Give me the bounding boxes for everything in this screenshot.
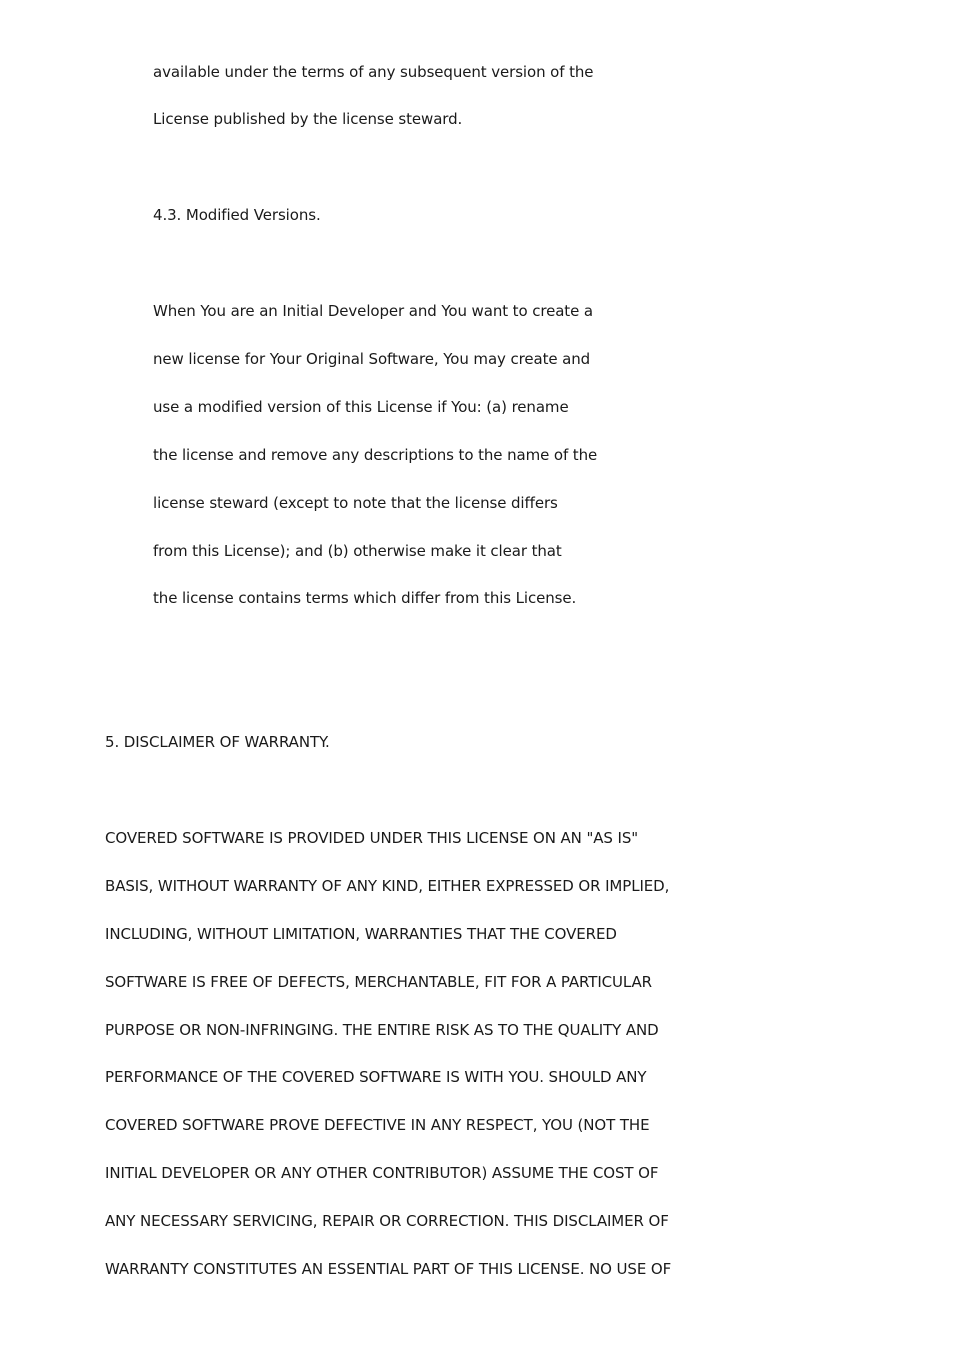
section-4-3-paragraph-line: the license contains terms which differ from this License.	[153, 589, 577, 607]
section-5-paragraph-line: PERFORMANCE OF THE COVERED SOFTWARE IS WITH YOU. SHOULD ANY	[105, 1068, 647, 1086]
section-4-3-paragraph-line: When You are an Initial Developer and You want to create a	[153, 302, 593, 320]
section-4-3-paragraph-line: use a modified version of this License if You: (a) rename	[153, 398, 569, 416]
section-5-paragraph-line: BASIS, WITHOUT WARRANTY OF ANY KIND, EITHER EXPRESSED OR IMPLIED,	[105, 877, 670, 895]
section-5-paragraph-line: INITIAL DEVELOPER OR ANY OTHER CONTRIBUTOR) ASSUME THE COST OF	[105, 1164, 659, 1182]
section-5-paragraph-line: ANY NECESSARY SERVICING, REPAIR OR CORRECTION. THIS DISCLAIMER OF	[105, 1212, 669, 1230]
section-5-paragraph-line: COVERED SOFTWARE IS PROVIDED UNDER THIS LICENSE ON AN "AS IS"	[105, 829, 639, 847]
section-5-paragraph-line: COVERED SOFTWARE PROVE DEFECTIVE IN ANY RESPECT, YOU (NOT THE	[105, 1116, 650, 1134]
section-4-3-paragraph-line: the license and remove any descriptions to the name of the	[153, 446, 598, 464]
section-5-paragraph-line: SOFTWARE IS FREE OF DEFECTS, MERCHANTABLE, FIT FOR A PARTICULAR	[105, 973, 653, 991]
section-4-3-heading: 4.3. Modified Versions.	[153, 206, 321, 224]
section-4-3-paragraph-line: license steward (except to note that the license differs	[153, 494, 558, 512]
continued-paragraph-line: available under the terms of any subsequent version of the	[153, 63, 594, 81]
continued-paragraph-line: License published by the license steward.	[153, 110, 463, 128]
section-5-paragraph-line: PURPOSE OR NON-INFRINGING. THE ENTIRE RISK AS TO THE QUALITY AND	[105, 1021, 659, 1039]
section-5-paragraph-line: INCLUDING, WITHOUT LIMITATION, WARRANTIES THAT THE COVERED	[105, 925, 617, 943]
section-5-paragraph-line: WARRANTY CONSTITUTES AN ESSENTIAL PART OF THIS LICENSE. NO USE OF	[105, 1260, 672, 1278]
section-4-3-paragraph-line: new license for Your Original Software, You may create and	[153, 350, 591, 368]
section-5-heading: 5. DISCLAIMER OF WARRANTY.	[105, 733, 330, 751]
section-4-3-paragraph-line: from this License); and (b) otherwise make it clear that	[153, 542, 562, 560]
